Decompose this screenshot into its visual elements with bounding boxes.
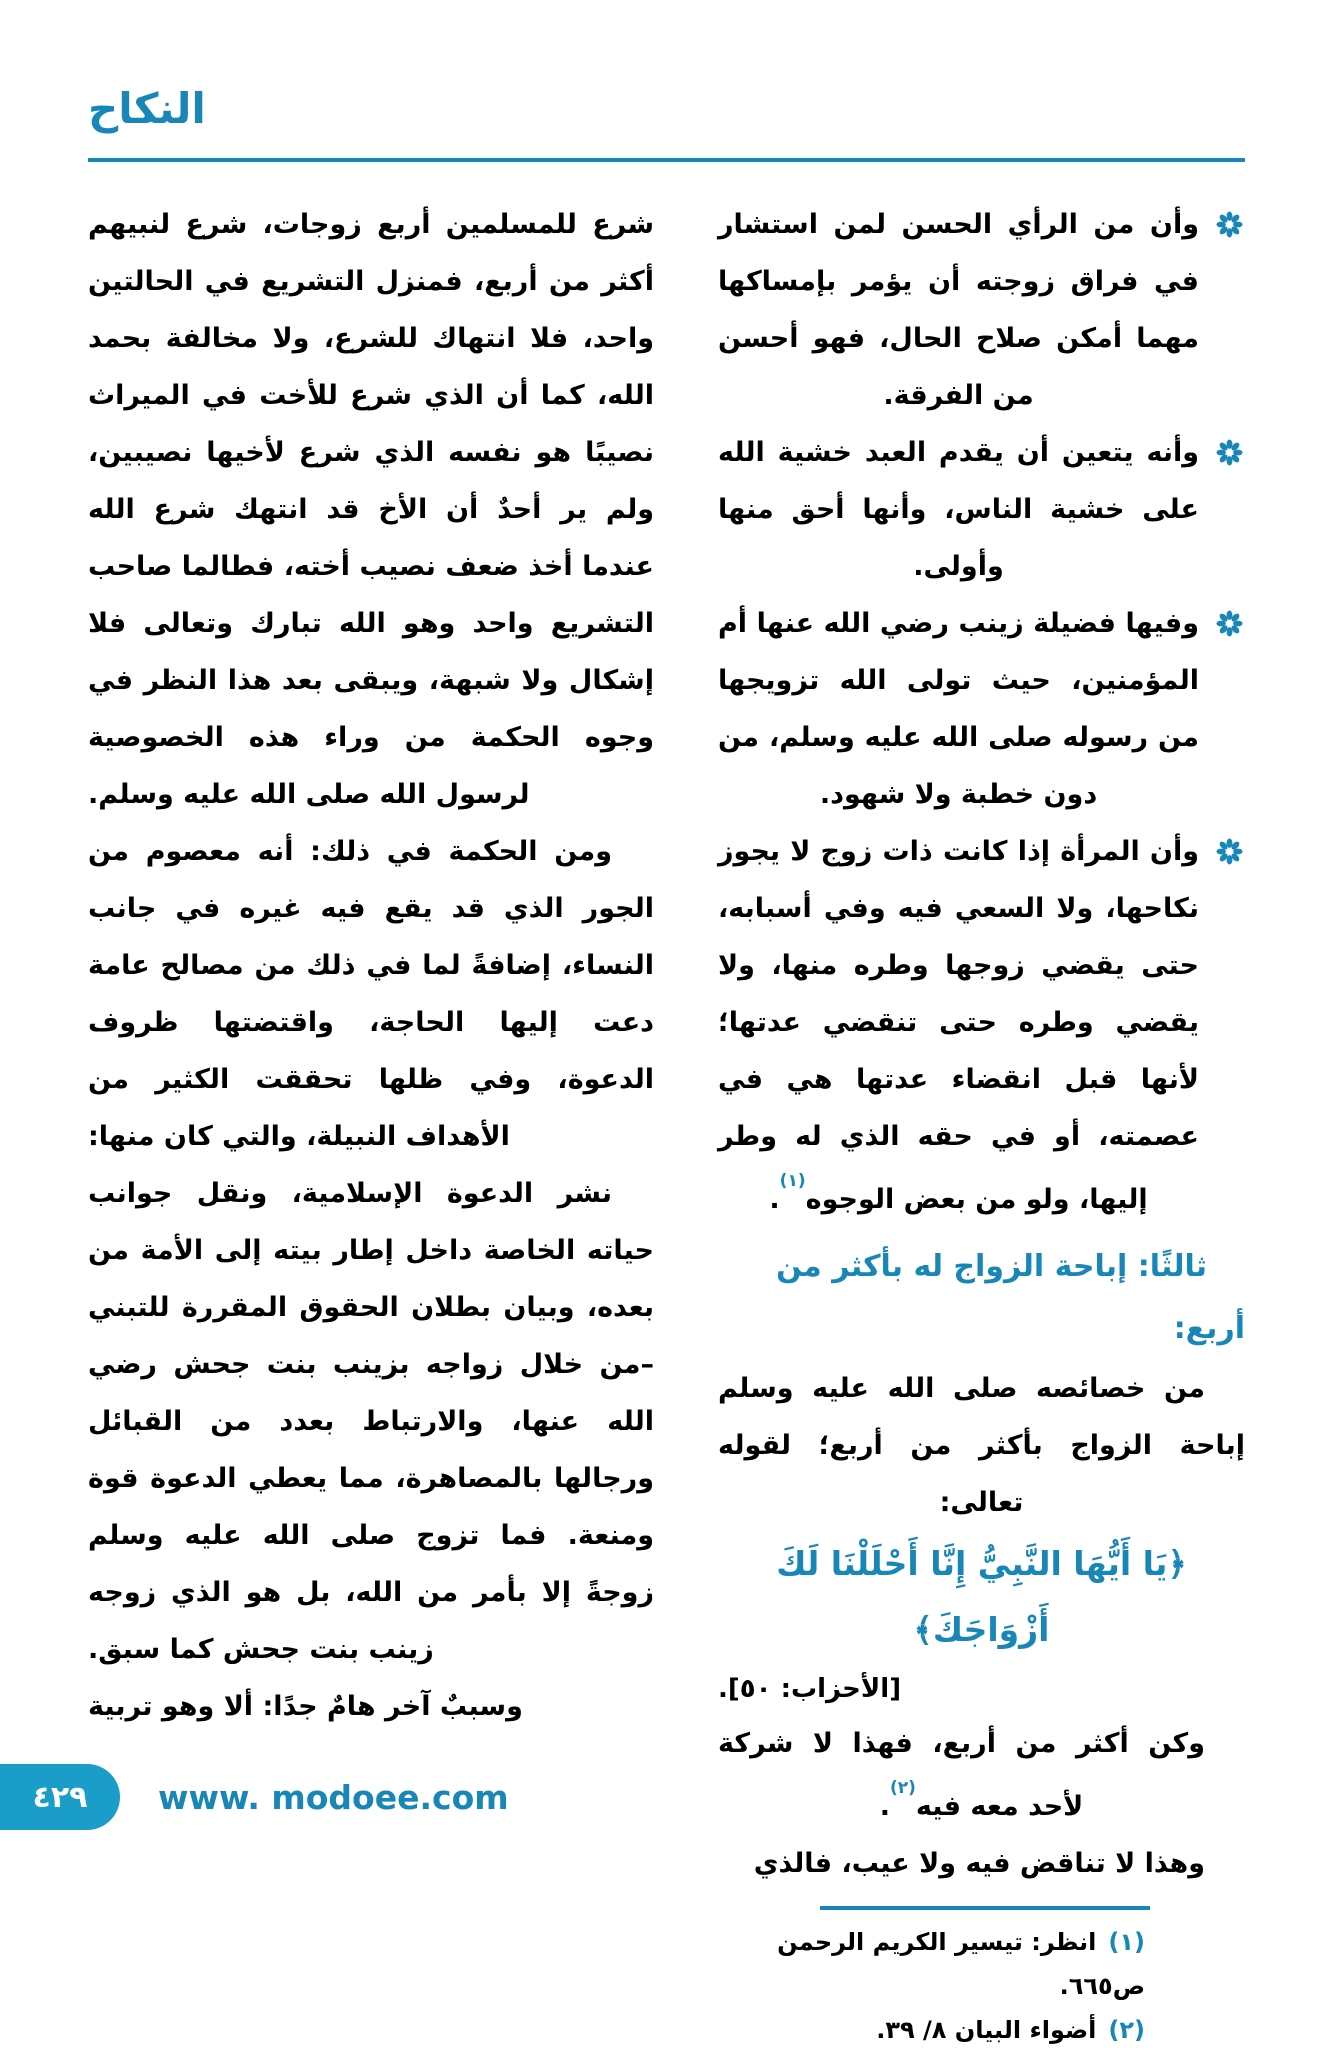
- footnote-text: انظر: تيسير الكريم الرحمن ص٦٦٥.: [777, 1928, 1145, 2000]
- page-number-badge: ٤٢٩: [0, 1764, 120, 1830]
- sentence-period: .: [879, 1791, 890, 1822]
- footnote: [718, 2008, 1145, 2052]
- quran-verse: ﴿يَا أَيُّهَا النَّبِيُّ إِنَّا أَحْلَلْنَا لَكَ أَزْوَاجَكَ﴾: [776, 1544, 1187, 1649]
- footnotes: [718, 1920, 1245, 2052]
- paragraph: نشر الدعوة الإسلامية، ونقل جوانب حياته الخاصة داخل إطار بيته إلى الأمة من بعده، وبيان بطلان الحقوق المقررة للتبني –من خلال زواجه بزينب بنت جحش رضي الله عنها، والارتباط بعدد من القبائل ورجالها بالمصاهرة، مما يعطي الدعوة قوة ومنعة. فما تزوج صلى الله عليه وسلم زوجةً إلا بأمر من الله، بل هو الذي زوجه زينب بنت جحش كما سبق.: [88, 1178, 654, 1665]
- sentence-period: .: [769, 1184, 780, 1215]
- footnote-divider: [820, 1906, 1150, 1910]
- intro-paragraph: من خصائصه صلى الله عليه وسلم إباحة الزواج بأكثر من أربع؛ لقوله تعالى:: [718, 1373, 1245, 1518]
- text-columns: [88, 196, 1245, 2052]
- bullet-item: [718, 595, 1245, 823]
- verse-citation: [الأحزاب: ٥٠].: [718, 1674, 902, 1704]
- footnote-number: (٢): [1108, 2016, 1145, 2044]
- section-heading: ثالثًا: إباحة الزواج له بأكثر من أربع:: [776, 1249, 1245, 1346]
- website-link[interactable]: www. modoee.com: [158, 1778, 509, 1817]
- left-column: [88, 196, 654, 2052]
- paragraph: وسببٌ آخر هامٌ جدًا: ألا وهو تربية: [88, 1691, 523, 1722]
- footnote-number: (١): [1108, 1928, 1145, 1956]
- header-rule: [88, 158, 1245, 162]
- paragraph: وهذا لا تناقض فيه ولا عيب، فالذي: [753, 1848, 1205, 1879]
- paragraph: ومن الحكمة في ذلك: أنه معصوم من الجور الذي قد يقع فيه غيره في جانب النساء، إضافةً لما في ذلك من مصالح عامة دعت إليها الحاجة، واقتضتها ظروف الدعوة، وفي ظلها تحققت الكثير من الأهداف النبيلة، والتي كان منها:: [88, 836, 654, 1152]
- chapter-title: النكاح: [88, 84, 206, 133]
- paragraph: شرع للمسلمين أربع زوجات، شرع لنبيهم أكثر من أربع، فمنزل التشريع في الحالتين واحد، فلا انتهاك للشرع، ولا مخالفة بحمد الله، كما أن الذي شرع للأخت في الميراث نصيبًا هو نفسه الذي شرع لأخيها نصيبين، ولم ير أحدٌ أن الأخ قد انتهك شرع الله عندما أخذ ضعف نصيب أخته، فطالما صاحب التشريع واحد وهو الله تبارك وتعالى فلا إشكال ولا شبهة، ويبقى بعد هذا النظر في وجوه الحكمة من وراء هذه الخصوصية لرسول الله صلى الله عليه وسلم.: [88, 209, 654, 810]
- flower-bullet-icon: [1216, 211, 1243, 238]
- bullet-text: وأنه يتعين أن يقدم العبد خشية الله على خشية الناس، وأنها أحق منها وأولى.: [718, 437, 1199, 582]
- paragraph-body: وكن أكثر من أربع، فهذا لا شركة لأحد معه فيه: [718, 1728, 1205, 1822]
- footnote-marker-2: (٢): [889, 1778, 916, 1798]
- right-column: [718, 196, 1245, 2052]
- paragraph: [718, 1715, 1245, 1835]
- flower-bullet-icon: [1216, 610, 1243, 637]
- flower-bullet-icon: [1216, 439, 1243, 466]
- footnote-text: أضواء البيان ٨/ ٣٩.: [876, 2016, 1097, 2044]
- bullet-item: [718, 196, 1245, 424]
- bullet-text: وأن من الرأي الحسن لمن استشار في فراق زوجته أن يؤمر بإمساكها مهما أمكن صلاح الحال، فهو أحسن من الفرقة.: [718, 209, 1199, 411]
- bullet-item: [718, 424, 1245, 595]
- bullet-text-body: وأن المرأة إذا كانت ذات زوج لا يجوز نكاحها، ولا السعي فيه وفي أسبابه، حتى يقضي زوجها وطره منها، ولا يقضي وطره حتى تنقضي عدتها؛ لأنها قبل انقضاء عدتها هي في عصمته، أو في حقه الذي له وطر إليها، ولو من بعض الوجوه: [718, 836, 1199, 1215]
- footnote-marker-1: (١): [779, 1171, 806, 1191]
- bullet-text: وفيها فضيلة زينب رضي الله عنها أم المؤمنين، حيث تولى الله تزويجها من رسوله صلى الله عليه وسلم، من دون خطبة ولا شهود.: [718, 608, 1199, 810]
- bullet-item: [718, 823, 1245, 1228]
- bullet-text: [718, 823, 1199, 1228]
- flower-bullet-icon: [1216, 838, 1243, 865]
- footnote: [718, 1920, 1145, 2008]
